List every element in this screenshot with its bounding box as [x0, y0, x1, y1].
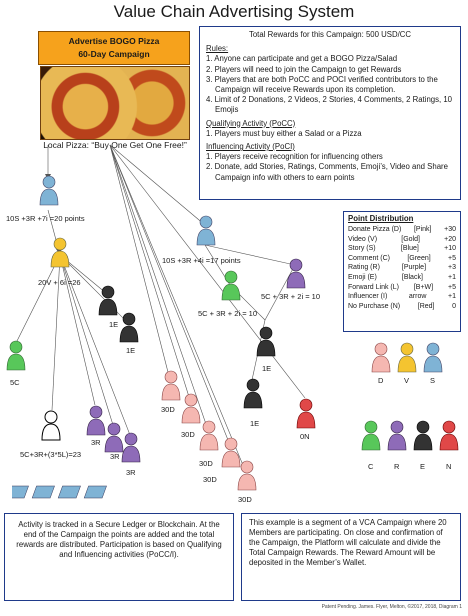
distribution-row: [348, 244, 456, 254]
label-purple-3r-c: 3R: [126, 468, 136, 477]
label-pink-2: 30D: [181, 430, 195, 439]
ledger-note: Activity is tracked in a Secure Ledger or Blockchain. At the end of the Campaign the points are added and the total rewards are distributed. Participation is based on Qualifying and Influencing activities (PoCC/I).: [4, 513, 234, 601]
label-purple-right: 5C + 3R + 2i = 10: [261, 292, 320, 301]
label-pink-4: 30D: [203, 475, 217, 484]
rule-item: 1. Anyone can participate and get a BOGO Pizza/Salad: [206, 54, 398, 64]
distribution-row: [348, 283, 456, 293]
activity-points: +3: [448, 264, 456, 272]
label-gold-score: 20V + 6i =26: [38, 278, 81, 287]
legend-letter-s: S: [430, 376, 436, 385]
point-distribution-box: [343, 211, 461, 332]
activity-points: +30: [444, 226, 456, 233]
label-pink-3: 30D: [199, 459, 213, 468]
legend-letter-e: E: [420, 462, 426, 471]
pizza-caption: Local Pizza: “Buy One Get One Free!”: [43, 140, 187, 150]
activity-label: Donate Pizza (D): [348, 226, 402, 233]
activity-points: 0: [452, 302, 456, 310]
activity-color: [B+W]: [413, 283, 434, 291]
activity-points: +20: [444, 235, 456, 243]
diagram-title: Value Chain Advertising System: [113, 2, 355, 21]
activity-label: Video (V): [348, 235, 378, 243]
rule-item: 4. Limit of 2 Donations, 2 Videos, 2 Stories, 4 Comments, 2 Ratings, 10 Emojis: [206, 95, 453, 115]
distribution-row: [348, 302, 456, 312]
campaign-name: Advertise BOGO Pizza: [68, 36, 160, 46]
rule-item: 3. Players that are both PoCC and POCI verified contributors to the Campaign will receive Rewards upon its completion.: [206, 74, 438, 95]
label-top-left-score: 10S +3R +7i =20 points: [6, 214, 85, 223]
distribution-heading: Point Distribution: [348, 214, 414, 223]
legend-letter-c: C: [368, 462, 374, 471]
activity-label: Comment (C): [348, 254, 391, 262]
rules-heading: Rules:: [206, 44, 229, 54]
influencing-heading: Influencing Activity (PoCI): [206, 142, 295, 152]
activity-points: +5: [448, 283, 456, 291]
activity-label: No Purchase (N): [348, 302, 401, 310]
total-rewards: Total Rewards for this Campaign: 500 USD/CC: [248, 30, 412, 39]
legend-letter-v: V: [404, 376, 410, 385]
qualifying-heading: Qualifying Activity (PoCC): [206, 118, 296, 128]
activity-label: Rating (R): [348, 264, 380, 272]
campaign-duration: 60-Day Campaign: [78, 49, 150, 59]
label-pink-5: 30D: [238, 495, 252, 504]
distribution-row: [348, 225, 456, 235]
activity-color: [Purple]: [401, 264, 427, 272]
label-red: 0N: [300, 432, 310, 441]
distribution-row: [348, 235, 456, 245]
patent-footer: Patent Pending. James. Flyer, Melton, ©2017, 2018, Diagram 1: [321, 604, 462, 610]
activity-color: [Blue]: [400, 245, 419, 253]
activity-points: +1: [448, 293, 456, 301]
label-black-left-b: 1E: [126, 346, 136, 355]
influencing-item: 1. Players receive recognition for influencing others: [206, 152, 383, 162]
activity-color: arrow: [408, 293, 427, 301]
label-bw: 5C+3R+(3*5L)=23: [20, 450, 82, 459]
activity-label: Emoji (E): [348, 273, 377, 281]
label-purple-3r-a: 3R: [91, 438, 101, 447]
label-purple-3r-b: 3R: [110, 452, 120, 461]
activity-color: [Green]: [407, 254, 431, 262]
activity-points: +1: [448, 273, 456, 281]
distribution-row: [348, 254, 456, 264]
activity-color: [Black]: [401, 273, 423, 281]
label-black-mid: 1E: [262, 364, 272, 373]
example-note: This example is a segment of a VCA Campaign where 20 Members are participating. On close and confirmation of the Campaign, the Platform will calculate and divide the Total Campaign Rewards. The Reward Amount will be deposited in the Member’s Wallet.: [241, 513, 461, 601]
influencing-item: 2. Donate, add Stories, Ratings, Comments, Emoji’s, Video and Share Campaign info with others to earn points: [206, 162, 448, 182]
distribution-row: [348, 263, 456, 273]
activity-color: [Pink]: [413, 226, 432, 233]
qualifying-item: 1. Players must buy either a Salad or a Pizza: [206, 128, 362, 138]
label-black-left-a: 1E: [109, 320, 119, 329]
activity-points: +10: [444, 245, 456, 253]
legend-letter-r: R: [394, 462, 400, 471]
label-green-left: 5C: [10, 378, 20, 387]
label-green-mid: 5C + 3R + 2i = 10: [198, 309, 257, 318]
rule-item: 2. Players will need to join the Campaign to get Rewards: [206, 64, 402, 74]
activity-color: [Red]: [417, 302, 435, 310]
activity-label: Forward Link (L): [348, 283, 399, 291]
label-blue-mid: 10S +3R +4i =17 points: [162, 256, 241, 265]
label-black-low: 1E: [250, 419, 260, 428]
label-pink-1: 30D: [161, 405, 175, 414]
legend-letter-d: D: [378, 376, 384, 385]
distribution-row: [348, 273, 456, 283]
activity-label: Influencer (I): [348, 293, 388, 301]
activity-color: [Gold]: [401, 235, 420, 243]
activity-label: Story (S): [348, 245, 376, 253]
legend-letter-n: N: [446, 462, 452, 471]
distribution-row: [348, 292, 456, 302]
activity-points: +5: [448, 254, 456, 262]
